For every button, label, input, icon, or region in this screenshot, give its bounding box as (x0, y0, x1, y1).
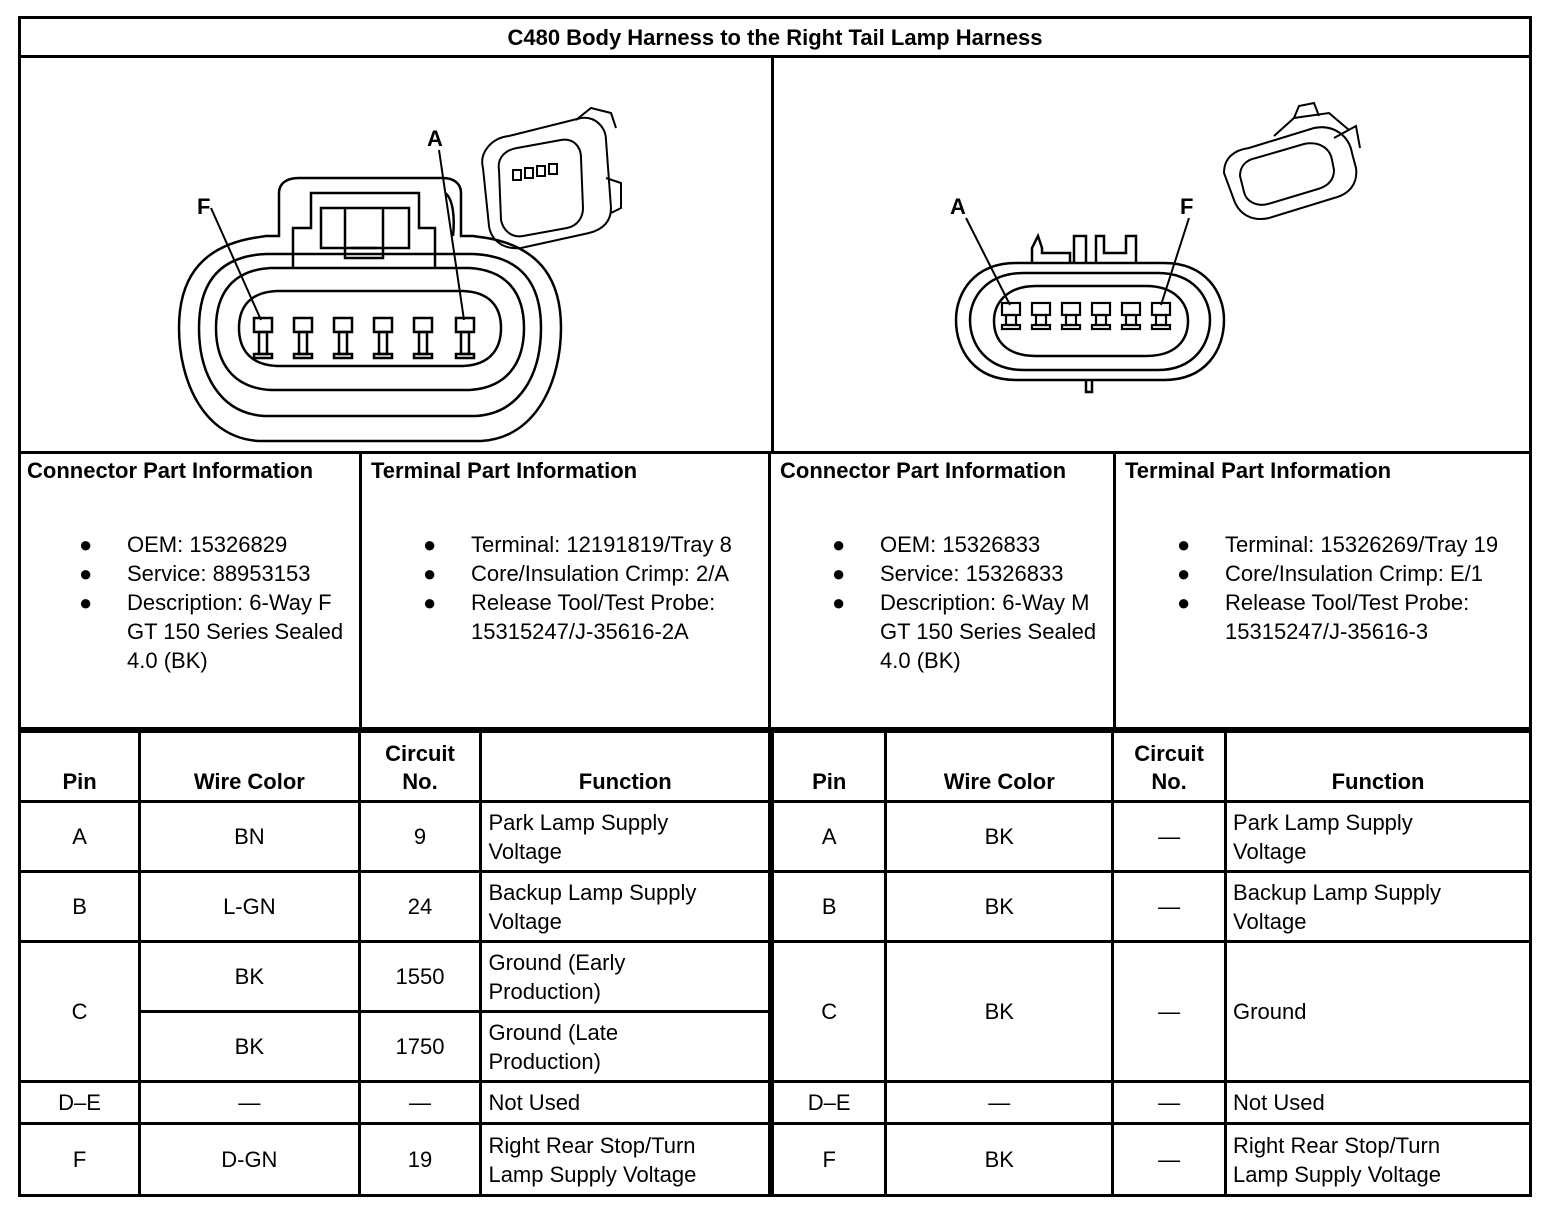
terminal-item: ● Terminal: 12191819/Tray 8 (423, 532, 732, 557)
table-row: B L-GN 24 Backup Lamp Supply Voltage (20, 872, 770, 942)
table-row: C BK — Ground (773, 942, 1531, 1082)
oem-item: ● OEM: 15326829 (79, 532, 288, 557)
function-header: Function (481, 732, 770, 802)
left-terminal-part-info (365, 454, 771, 727)
pin-label-a: A (950, 194, 966, 219)
male-terminal-cavities (1002, 303, 1170, 329)
oem-item: ● OEM: 15326833 (832, 532, 1041, 557)
connector-part-info-heading: Connector Part Information (27, 458, 314, 483)
table-row: F BK — Right Rear Stop/Turn Lamp Supply Voltage (773, 1124, 1531, 1196)
pin-label-f: F (1180, 194, 1194, 219)
description-item: ● Description: 6-Way F GT 150 Series Sealed 4.0 (BK) (79, 590, 344, 673)
table-row: D–E — — Not Used (20, 1082, 770, 1124)
part-information-row (18, 454, 1532, 730)
circuit-header: Circuit No. (1113, 732, 1226, 802)
release-tool-item: ● Release Tool/Test Probe: 15315247/J-35616-2A (423, 590, 716, 644)
description-item: ● Description: 6-Way M GT 150 Series Sealed 4.0 (BK) (832, 590, 1097, 673)
circuit-header: Circuit No. (359, 732, 481, 802)
wire-color-header: Wire Color (886, 732, 1113, 802)
release-tool-item: ● Release Tool/Test Probe: 15315247/J-35616-3 (1177, 590, 1470, 644)
connector-part-info-heading: Connector Part Information (780, 458, 1067, 483)
table-row: A BK — Park Lamp Supply Voltage (773, 802, 1531, 872)
male-connector-illustration (774, 58, 1529, 451)
female-terminal-cavities (254, 318, 474, 358)
right-connector-part-info (774, 454, 1116, 727)
pin-label-f: F (197, 194, 211, 219)
pin-header: Pin (20, 732, 140, 802)
table-row: F D-GN 19 Right Rear Stop/Turn Lamp Supply Voltage (20, 1124, 770, 1196)
right-pinout-table (771, 730, 1532, 1197)
left-connector-part-info (21, 454, 362, 727)
crimp-item: ● Core/Insulation Crimp: 2/A (423, 561, 729, 586)
male-connector-face-drawing (774, 58, 1529, 451)
pin-header: Pin (773, 732, 886, 802)
terminal-part-info-heading: Terminal Part Information (371, 458, 638, 483)
table-row: B BK — Backup Lamp Supply Voltage (773, 872, 1531, 942)
left-pinout-table (18, 730, 771, 1197)
terminal-part-info-heading: Terminal Part Information (1125, 458, 1392, 483)
crimp-item: ● Core/Insulation Crimp: E/1 (1177, 561, 1483, 586)
table-row: A BN 9 Park Lamp Supply Voltage (20, 802, 770, 872)
right-terminal-part-info (1119, 454, 1529, 727)
service-item: ● Service: 15326833 (832, 561, 1064, 586)
pin-label-a: A (427, 126, 443, 151)
male-connector-3d-view (1224, 103, 1360, 219)
female-connector-illustration (21, 58, 774, 451)
female-connector-3d-view (482, 108, 621, 248)
function-header: Function (1226, 732, 1531, 802)
service-item: ● Service: 88953153 (79, 561, 311, 586)
table-row: C BK 1550 Ground (Early Production) (20, 942, 770, 1012)
connector-illustration-row (18, 58, 1532, 454)
female-connector-face-drawing (21, 58, 771, 451)
pinout-tables (18, 730, 1532, 1194)
terminal-item: ● Terminal: 15326269/Tray 19 (1177, 532, 1499, 557)
document-title: C480 Body Harness to the Right Tail Lamp Harness (18, 16, 1532, 58)
table-row: D–E — — Not Used (773, 1082, 1531, 1124)
connector-document (18, 16, 1532, 1194)
table-row: BK 1750 Ground (Late Production) (20, 1012, 770, 1082)
wire-color-header: Wire Color (140, 732, 359, 802)
